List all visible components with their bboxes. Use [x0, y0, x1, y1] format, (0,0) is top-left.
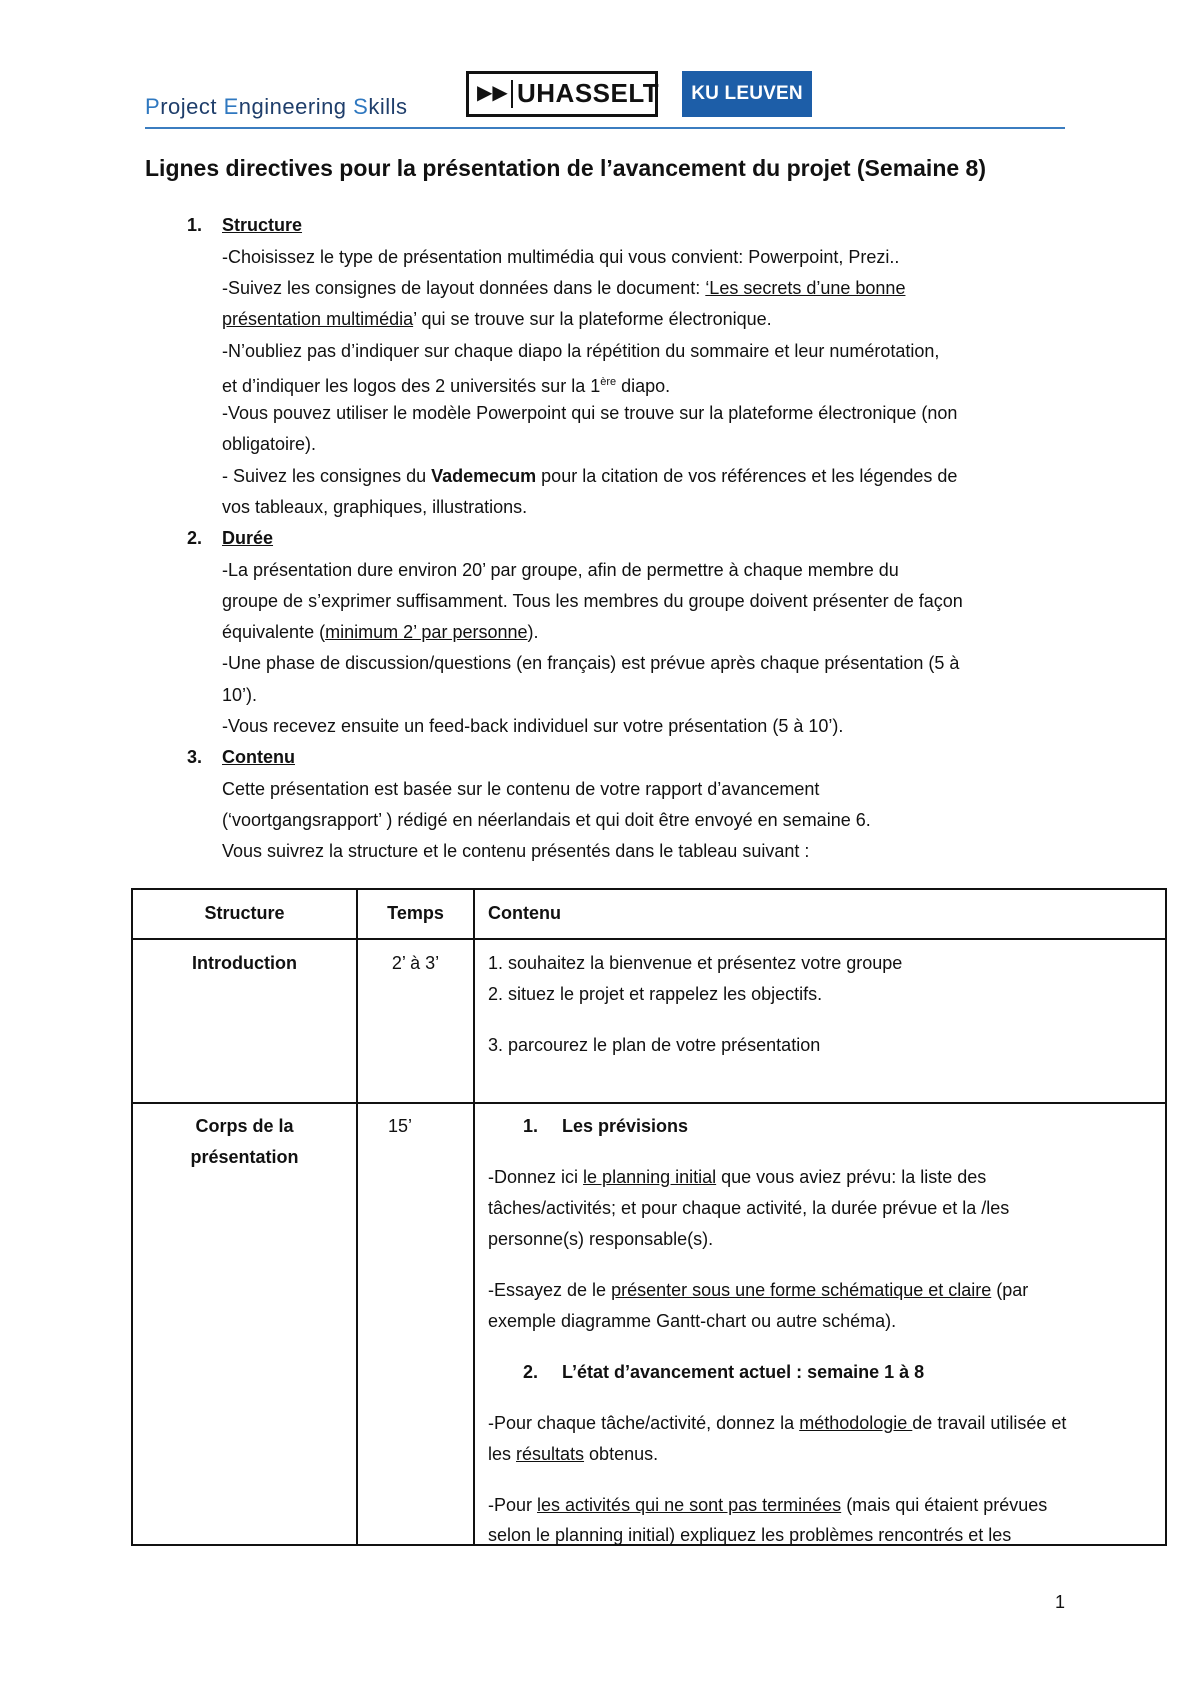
table-cell-structure: présentation [190, 1147, 299, 1167]
table-row-divider [133, 938, 1165, 940]
body-line: Cette présentation est basée sur le contenu de votre rapport d’avancement [222, 779, 820, 799]
table-cell-contenu-line: tâches/activités; et pour chaque activité, la durée prévue et la /les [488, 1198, 1010, 1218]
table-cell-structure: Introduction [192, 953, 297, 973]
table-cell-contenu-line: selon le planning initial) expliquez les problèmes rencontrés et les [488, 1525, 1012, 1545]
course-title: Project Engineering Skills [145, 94, 408, 119]
section-number: 3. [187, 747, 203, 767]
table-cell-contenu-line: 2. situez le projet et rappelez les objectifs. [488, 984, 823, 1004]
subheading-etat-avancement: L’état d’avancement actuel : semaine 1 à 8 [562, 1362, 925, 1382]
body-line: équivalente (minimum 2’ par personne). [222, 622, 539, 642]
section-number: 2. [187, 528, 203, 548]
subheading-number: 2. [523, 1362, 539, 1382]
body-line: Vous suivrez la structure et le contenu présentés dans le tableau suivant : [222, 841, 810, 861]
body-line: - Suivez les consignes du Vademecum pour la citation de vos références et les légendes de [222, 466, 958, 486]
uhasselt-logo [466, 71, 658, 117]
table-header-contenu: Contenu [488, 903, 561, 923]
page-number: 1 [1055, 1592, 1066, 1612]
table-column-divider [356, 890, 358, 1544]
fast-forward-icon: ▶▶ [473, 80, 513, 108]
body-line: -Suivez les consignes de layout données dans le document: ‘Les secrets d’une bonne [222, 278, 906, 298]
kuleuven-logo-text: KU LEUVEN [691, 83, 803, 104]
table-cell-contenu-line: les résultats obtenus. [488, 1444, 659, 1464]
table-cell-contenu-line: -Pour chaque tâche/activité, donnez la méthodologie de travail utilisée et [488, 1413, 1067, 1433]
table-cell-contenu-line: personne(s) responsable(s). [488, 1229, 714, 1249]
body-line: -Vous pouvez utiliser le modèle Powerpoint qui se trouve sur la plateforme électronique (non [222, 403, 958, 423]
section-number: 1. [187, 215, 203, 235]
table-cell-contenu-line: exemple diagramme Gantt-chart ou autre schéma). [488, 1311, 897, 1331]
body-line: -Vous recevez ensuite un feed-back individuel sur votre présentation (5 à 10’). [222, 716, 844, 736]
table-cell-temps: 15’ [388, 1116, 413, 1136]
header-rule [145, 127, 1065, 129]
body-line: obligatoire). [222, 434, 317, 454]
body-line: groupe de s’exprimer suffisamment. Tous les membres du groupe doivent présenter de façon [222, 591, 963, 611]
body-line: 10’). [222, 685, 258, 705]
body-line: (‘voortgangsrapport’ ) rédigé en néerlandais et qui doit être envoyé en semaine 6. [222, 810, 871, 830]
table-cell-temps: 2’ à 3’ [391, 953, 440, 973]
subheading-previsions: Les prévisions [562, 1116, 689, 1136]
body-line: -Choisissez le type de présentation multimédia qui vous convient: Powerpoint, Prezi.. [222, 247, 900, 267]
body-line: -N’oubliez pas d’indiquer sur chaque diapo la répétition du sommaire et leur numérotation, [222, 341, 940, 361]
table-cell-structure: Corps de la [195, 1116, 294, 1136]
section-heading-duree: Durée [222, 528, 274, 548]
body-line: et d’indiquer les logos des 2 universités sur la 1ère diapo. [222, 376, 671, 396]
document-title: Lignes directives pour la présentation de l’avancement du projet (Semaine 8) [145, 155, 987, 181]
kuleuven-logo [682, 71, 812, 117]
table-header-temps: Temps [387, 903, 444, 923]
content-table [131, 888, 1167, 1546]
section-heading-contenu: Contenu [222, 747, 295, 767]
document-reference-link: ‘Les secrets d’une bonne [705, 278, 906, 298]
table-column-divider [473, 890, 475, 1544]
table-row-divider [133, 1102, 1165, 1104]
table-cell-contenu-line: -Pour les activités qui ne sont pas terminées (mais qui étaient prévues [488, 1495, 1048, 1515]
body-line: -Une phase de discussion/questions (en français) est prévue après chaque présentation (5 à [222, 653, 960, 673]
uhasselt-logo-text: UHASSELT [517, 78, 660, 108]
table-cell-contenu-line: 3. parcourez le plan de votre présentation [488, 1035, 821, 1055]
document-reference-link: présentation multimédia [222, 309, 414, 329]
subheading-number: 1. [523, 1116, 539, 1136]
body-line: -La présentation dure environ 20’ par groupe, afin de permettre à chaque membre du [222, 560, 899, 580]
table-header-structure: Structure [204, 903, 285, 923]
table-cell-contenu-line: -Essayez de le présenter sous une forme schématique et claire (par [488, 1280, 1029, 1300]
body-line: vos tableaux, graphiques, illustrations. [222, 497, 528, 517]
section-heading-structure: Structure [222, 215, 303, 235]
table-cell-contenu-line: -Donnez ici le planning initial que vous aviez prévu: la liste des [488, 1167, 987, 1187]
body-line: présentation multimédia’ qui se trouve sur la plateforme électronique. [222, 309, 772, 329]
table-cell-contenu-line: 1. souhaitez la bienvenue et présentez votre groupe [488, 953, 903, 973]
